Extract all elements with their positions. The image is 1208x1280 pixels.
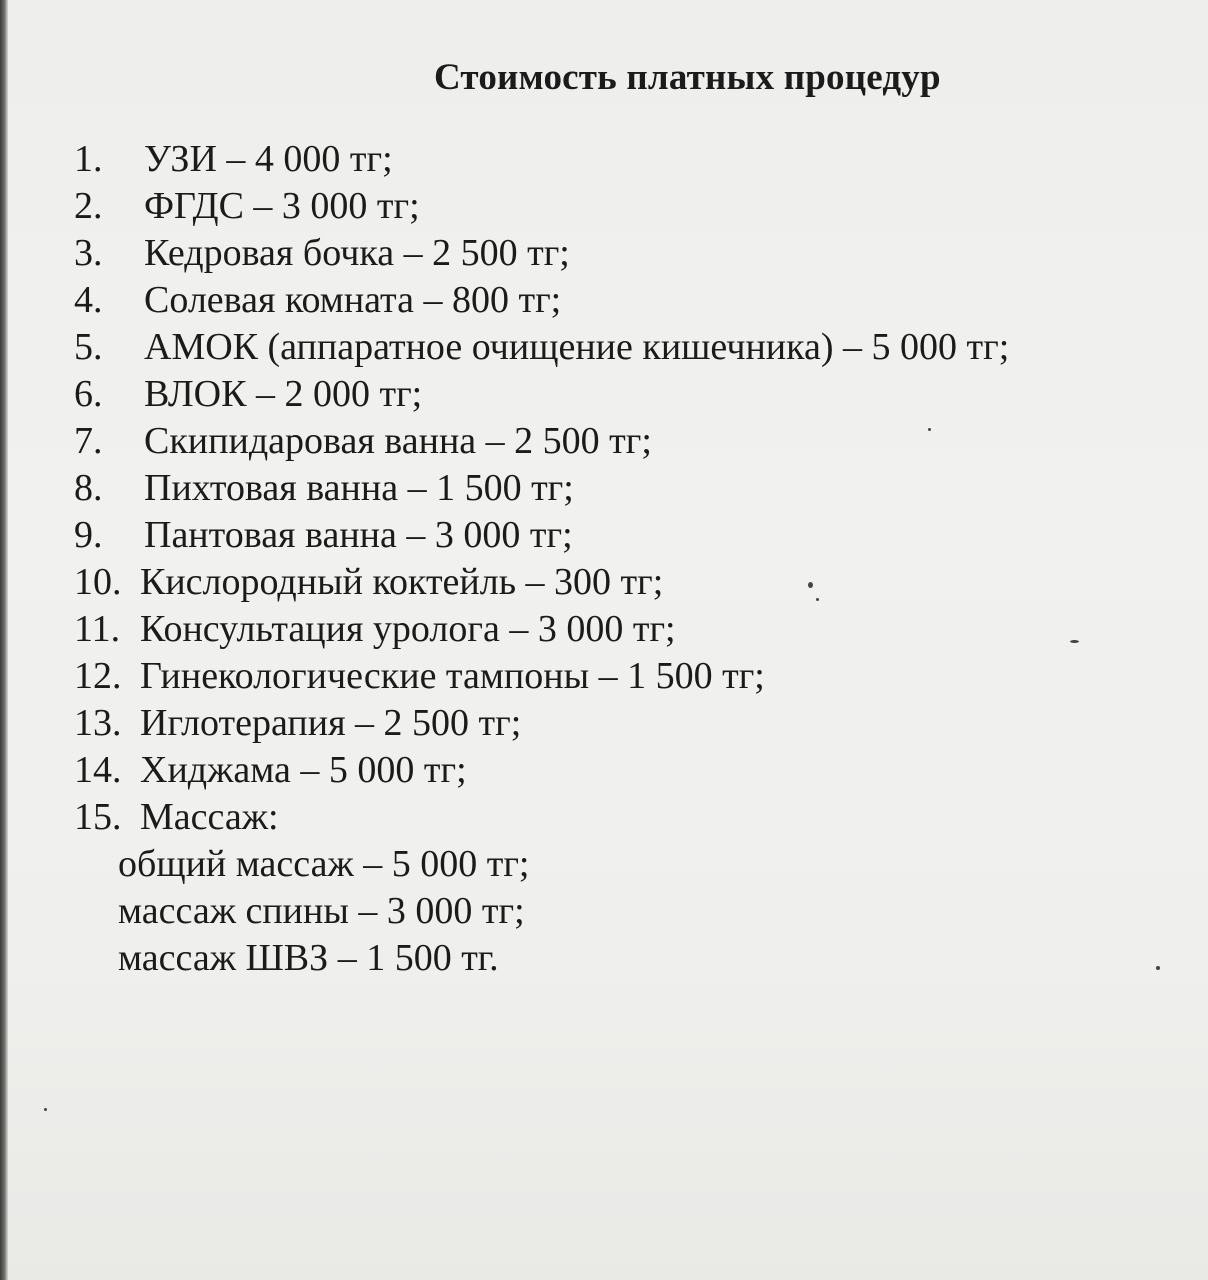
item-text: ФГДС – 3 000 тг; — [144, 185, 420, 227]
massage-item: массаж ШВЗ – 1 500 тг. — [118, 937, 499, 979]
item-number: 8. — [74, 467, 103, 509]
paper-speck — [1070, 640, 1079, 643]
item-number: 10. — [74, 561, 122, 603]
paper-speck — [44, 1108, 47, 1111]
page-title: Стоимость платных процедур — [434, 57, 941, 98]
item-text: Хиджама – 5 000 тг; — [140, 749, 467, 791]
list-item — [74, 465, 1009, 512]
list-item — [74, 794, 1009, 841]
item-number: 12. — [74, 655, 122, 697]
item-text: ВЛОК – 2 000 тг; — [144, 373, 423, 415]
massage-item: общий массаж – 5 000 тг; — [118, 843, 530, 885]
list-item — [74, 277, 1009, 324]
list-item — [74, 230, 1009, 277]
item-text: Иглотерапия – 2 500 тг; — [140, 702, 522, 744]
paper-speck — [1156, 966, 1160, 970]
item-text: Гинекологические тампоны – 1 500 тг; — [140, 655, 765, 697]
item-number: 15. — [74, 796, 122, 838]
list-item — [74, 183, 1009, 230]
paper-edge-shadow — [0, 0, 8, 1280]
item-text: Массаж: — [140, 796, 279, 838]
item-number: 14. — [74, 749, 122, 791]
item-text: Солевая комната – 800 тг; — [144, 279, 562, 321]
list-item — [74, 653, 1009, 700]
list-item — [74, 324, 1009, 371]
item-text: Кедровая бочка – 2 500 тг; — [144, 232, 570, 274]
item-text: АМОК (аппаратное очищение кишечника) – 5 000 тг; — [144, 326, 1010, 368]
price-list-sheet — [8, 0, 1208, 1280]
list-item — [74, 700, 1009, 747]
item-number: 11. — [74, 608, 121, 650]
item-number: 13. — [74, 702, 122, 744]
list-item — [74, 747, 1009, 794]
massage-item: массаж спины – 3 000 тг; — [118, 890, 525, 932]
list-item — [74, 371, 1009, 418]
procedure-list — [74, 136, 1009, 841]
item-text: Кислородный коктейль – 300 тг; — [140, 561, 664, 603]
item-text: Пантовая ванна – 3 000 тг; — [144, 514, 573, 556]
item-text: УЗИ – 4 000 тг; — [144, 138, 393, 180]
item-number: 3. — [74, 232, 103, 274]
item-number: 4. — [74, 279, 103, 321]
massage-sublist — [118, 841, 530, 982]
item-number: 1. — [74, 138, 103, 180]
item-number: 7. — [74, 420, 103, 462]
list-item — [74, 136, 1009, 183]
item-number: 9. — [74, 514, 103, 556]
list-item — [74, 606, 1009, 653]
paper-speck — [928, 428, 931, 431]
item-text: Пихтовая ванна – 1 500 тг; — [144, 467, 574, 509]
list-item — [74, 418, 1009, 465]
item-number: 5. — [74, 326, 103, 368]
list-item — [74, 512, 1009, 559]
list-item — [74, 559, 1009, 606]
item-number: 6. — [74, 373, 103, 415]
item-text: Консультация уролога – 3 000 тг; — [140, 608, 676, 650]
item-number: 2. — [74, 185, 103, 227]
paper-speck — [816, 598, 819, 601]
paper-speck — [808, 582, 813, 588]
item-text: Скипидаровая ванна – 2 500 тг; — [144, 420, 652, 462]
